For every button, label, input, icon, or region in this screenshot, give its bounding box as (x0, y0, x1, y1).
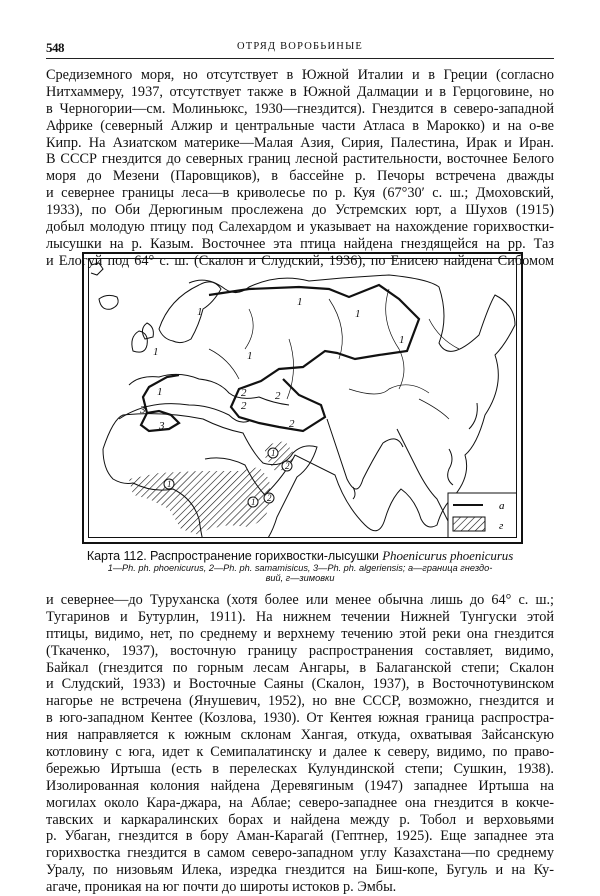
text-line: лысушки на р. Казым. Восточнее эта птица найдена гнездящейся на рр. Таз (46, 235, 554, 252)
text-line: моря до Мезени (Паровщиков), в бассейне р. Печоры встречена дважды (46, 168, 554, 185)
header-rule (46, 58, 554, 59)
text-line: могилах около Кара-джара, на Аблае; северо-западнее она гнездится в кокче- (46, 794, 554, 811)
svg-text:1: 1 (297, 296, 303, 308)
svg-text:1: 1 (157, 386, 163, 398)
text-line: Нитхаммеру, 1937, отсутствует также в Южной Далмации и в Герцоговине, но (46, 83, 554, 100)
svg-text:1: 1 (167, 479, 172, 489)
svg-text:1: 1 (251, 497, 256, 507)
caption-title-text: Карта 112. Распространение горихвостки-лысушки (86, 549, 379, 563)
text-line: Средиземного моря, но отсутствует в Южной Италии и в Греции (согласно (46, 67, 554, 83)
text-line: бережью Иртыша (есть в перелесках Кулундинской степи; Сушкин, 1938). (46, 760, 554, 777)
text-line: (Ткаченко, 1937), восточную границу распространения составляет, видимо, (46, 642, 554, 659)
legend-label-g: г (499, 520, 504, 532)
text-line: горихвостка гнездится в самом северо-западном углу Казахстана—по среднему (46, 845, 554, 862)
text-line: и севернее границы леса—в криволесье по р. Куя (67°30′ с. ш.; Дмоховский, (46, 185, 554, 202)
text-line: Уралу, по низовьям Илека, изредка гнездится на Биш-копе, Бугуль и на Ку- (46, 862, 554, 879)
text-line: Африке (северный Алжир и центральные части Атласа в Марокко) и на о-ве (46, 117, 554, 134)
svg-text:2: 2 (289, 418, 295, 430)
text-line: и Елогуй под 64° с. ш. (Скалон и Слудский, 1936), по Енисею найдена Сибомом (46, 252, 554, 269)
breeding-boundary (141, 285, 419, 431)
text-line: агаче, проникая на юг почти до широты истоков р. Эмбы. (46, 879, 397, 896)
svg-text:1: 1 (247, 350, 253, 362)
running-head: ОТРЯД ВОРОБЬИНЫЕ (236, 41, 364, 52)
text-line: Кипр. На Азиатском материке—Малая Азия, Сирия, Палестина, Ирак и Иран. (46, 134, 554, 151)
text-line: Изолированная колония найдена Деревягиным (1947) западнее Иртыша на (46, 777, 554, 794)
caption-legend-line: вий, г—зимовки (265, 573, 335, 583)
legend-label-a: а (499, 500, 505, 512)
paragraph-bottom (46, 592, 554, 896)
map-caption-title (46, 548, 554, 564)
svg-text:2: 2 (267, 493, 272, 503)
text-line: Байкал (гнездится по горным лесам Ангары, в Балаганской степи; Скалон (46, 659, 554, 676)
map-frame (88, 258, 517, 538)
map-legend (448, 493, 517, 538)
svg-text:1: 1 (355, 308, 361, 320)
svg-text:2: 2 (285, 461, 290, 471)
region-labels (139, 296, 405, 432)
svg-text:3: 3 (159, 420, 165, 432)
text-line: р. Убаган, гнездится в бору Аман-Карагай (Гептнер, 1925). Еще западнее эта (46, 828, 554, 845)
map-caption-legend (46, 563, 554, 583)
text-line: добыл молодую птицу под Салехардом и указывает на нахождение горихвостки- (46, 219, 554, 236)
svg-text:3: 3 (140, 404, 146, 416)
legend-hatch-symbol (453, 517, 485, 531)
caption-species: Phoenicurus phoenicurus (382, 548, 514, 563)
text-line: ния направляется к южным склонам Хангая, откуда, охватывая Зайсанскую (46, 727, 554, 744)
text-line: 1933), по Оби Дерюгиным прослежена до Устремских юрт, а Шухов (1915) (46, 202, 554, 219)
svg-text:1: 1 (271, 448, 276, 458)
page-header (46, 40, 554, 56)
text-line: нагорье не встречена (Янушевич, 1952), но вне СССР, возможно, гнездится и (46, 693, 554, 710)
map-graphic (89, 259, 517, 538)
svg-text:1: 1 (399, 334, 405, 346)
paragraph-top (46, 67, 554, 270)
svg-text:1: 1 (153, 346, 159, 358)
text-line: В СССР гнездится до северных границ лесной растительности, восточнее Белого (46, 151, 554, 168)
text-line: Тугаринов и Бутурлин, 1911). На нижнем течении Нижней Тунгуски этой (46, 608, 554, 625)
text-line: птицы, видимо, нет, по среднему и верхнему течению этой реки она гнездится (46, 625, 554, 642)
svg-text:1: 1 (197, 306, 203, 318)
text-line: и Слудский, 1933) и Восточные Саяны (Скалон, 1937), в Восточнотувинском (46, 676, 554, 693)
text-line: и севернее—до Туруханска (хотя более или менее обычна лишь до 64° с. ш.; (46, 592, 554, 608)
page-number: 548 (46, 40, 64, 55)
svg-text:2: 2 (275, 390, 281, 402)
distribution-map (82, 252, 523, 544)
text-line: в юго-западном Кентее (Козлова, 1930). От Кентея южная граница распростра- (46, 710, 554, 727)
text-line: в Черногории—см. Молиньюкс, 1930—гнездится). Гнездится в северо-западной (46, 100, 554, 117)
text-line: тавских и каркаралинских борах и найдена между р. Тобол и верховьями (46, 811, 554, 828)
text-line: котловину с юга, идет к Семипалатинску и далее к северу, видимо, по право- (46, 744, 554, 761)
svg-text:2: 2 (241, 400, 247, 412)
svg-text:2: 2 (241, 387, 247, 399)
caption-legend-line: 1—Ph. ph. phoenicurus, 2—Ph. ph. samamisicus, 3—Ph. ph. algeriensis; а—граница гнездо- (107, 563, 493, 573)
